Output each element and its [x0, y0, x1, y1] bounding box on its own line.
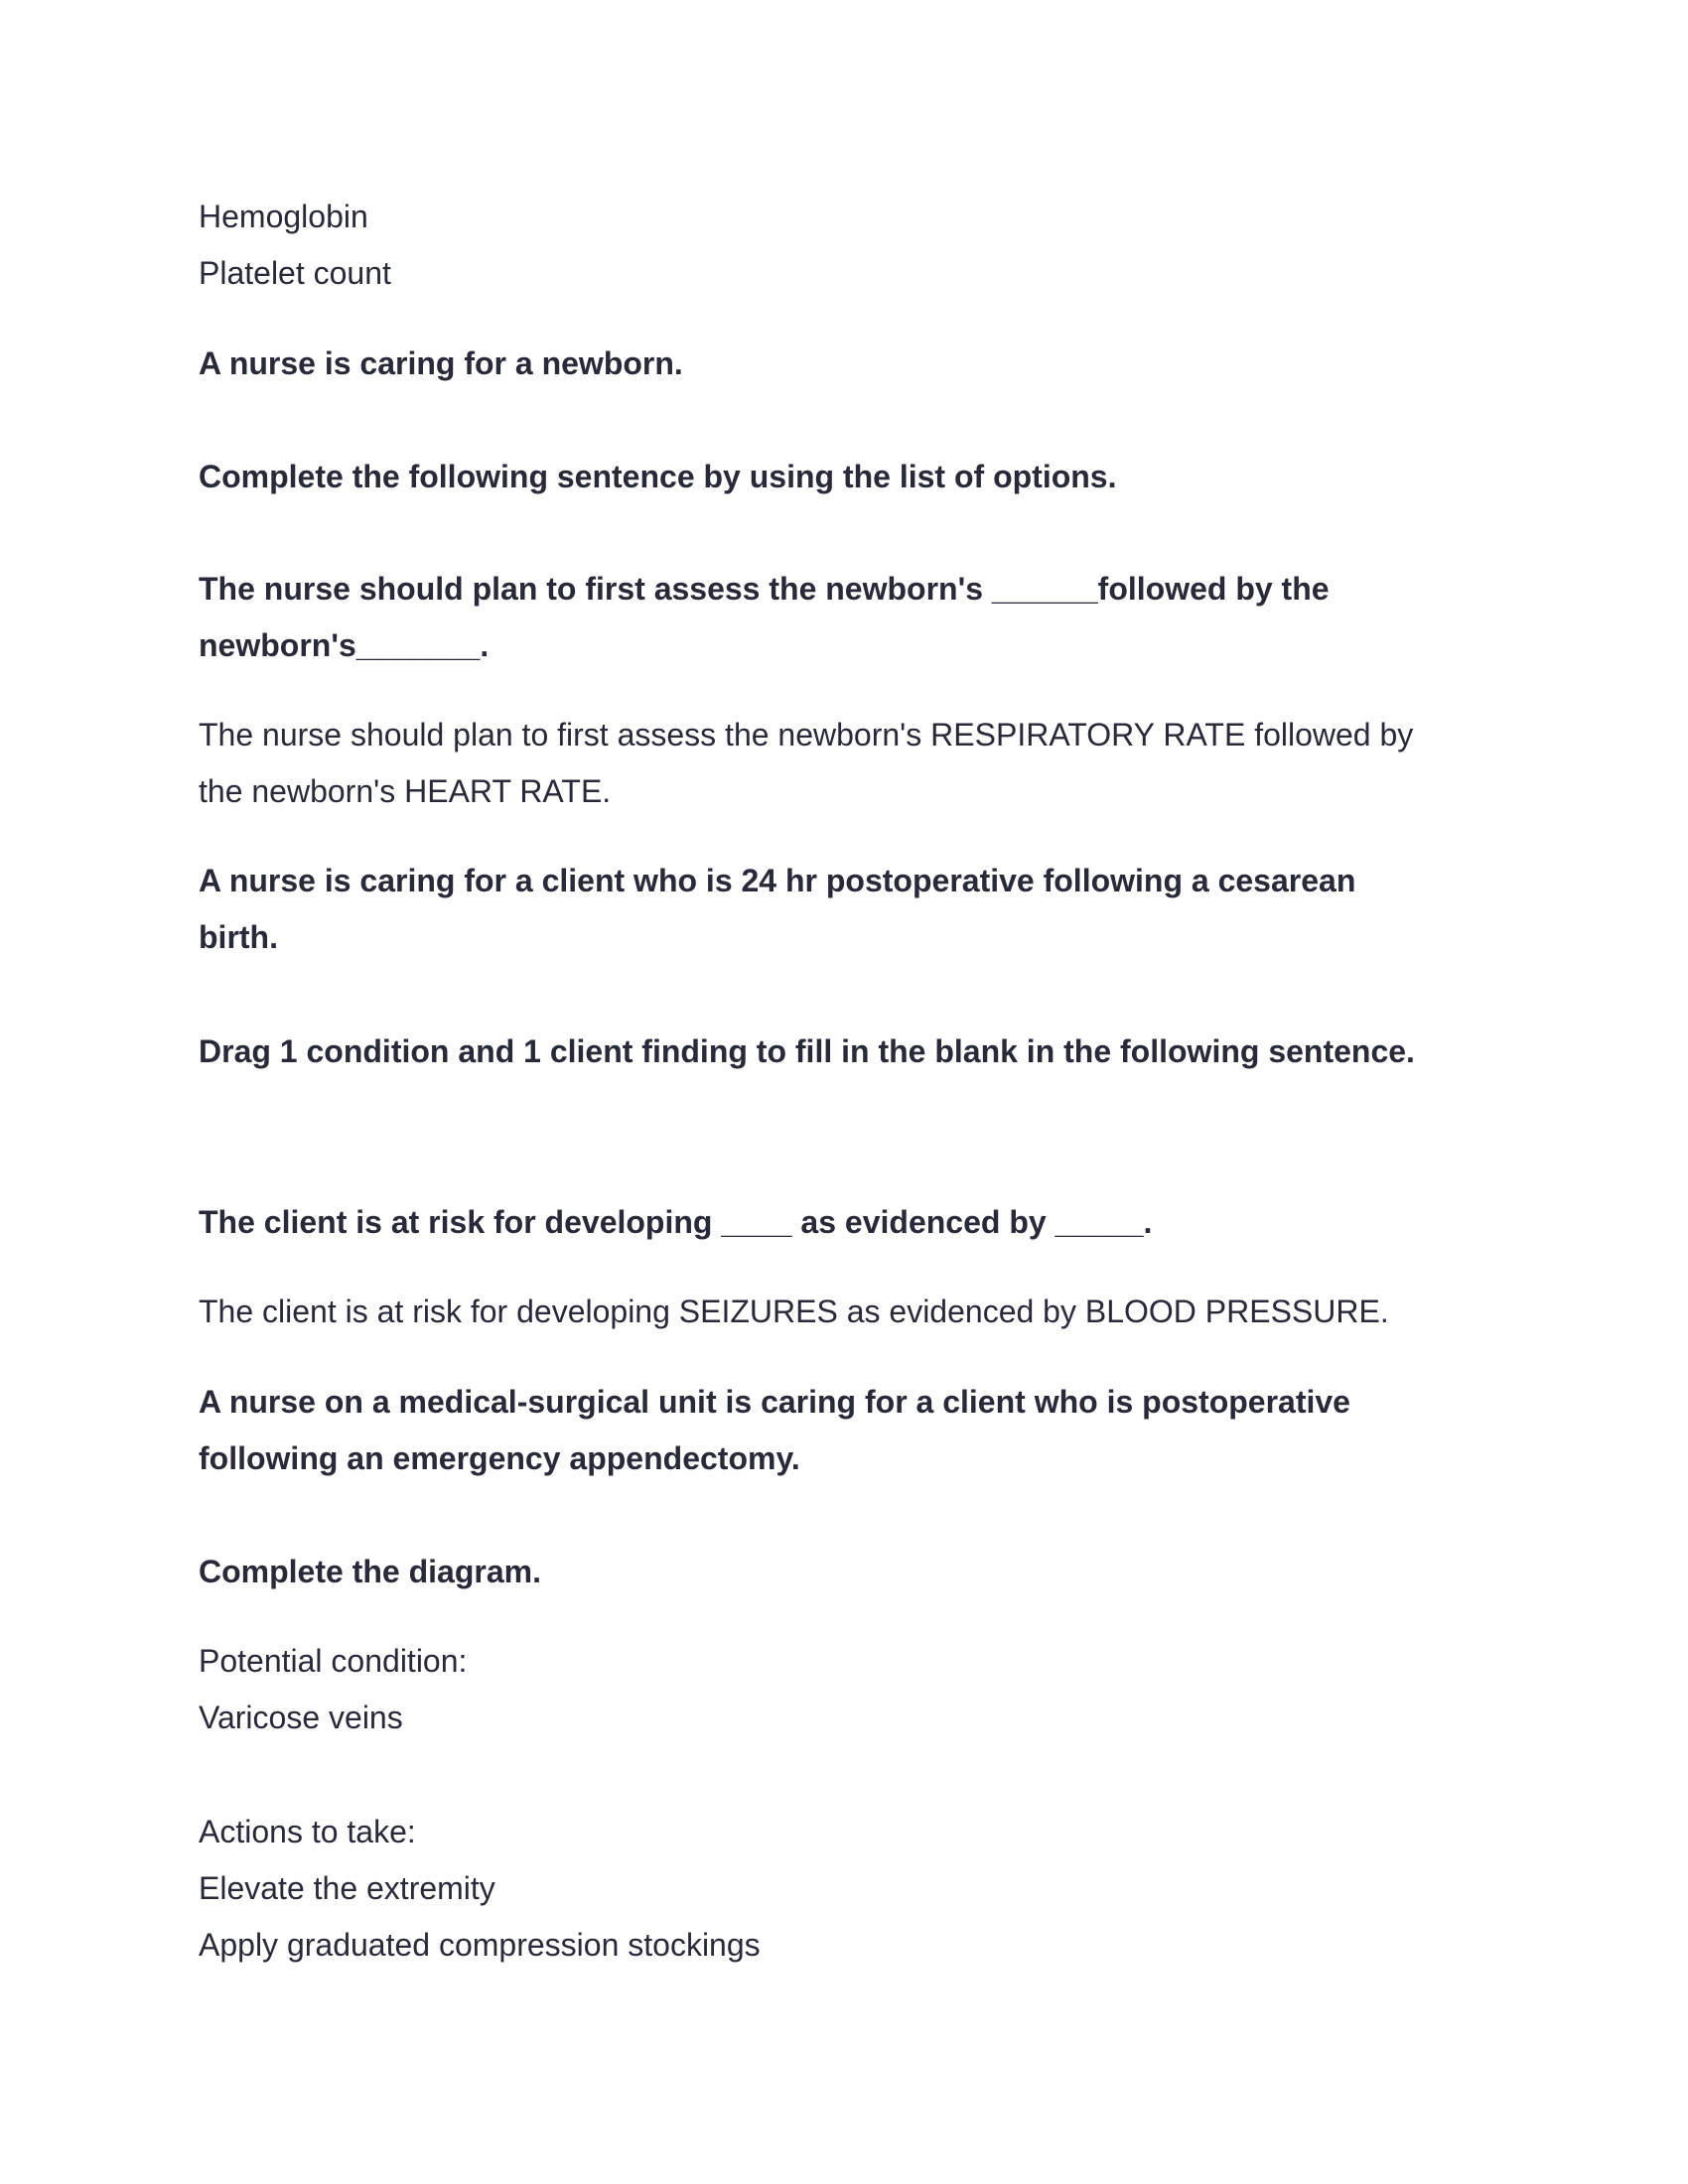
question-stem-cesarean-line-2: birth.: [199, 919, 278, 955]
question-stem-appendectomy-line-2: following an emergency appendectomy.: [199, 1440, 800, 1476]
diagram-label-potential-condition: Potential condition:: [199, 1643, 468, 1679]
lab-item-platelet-count: Platelet count: [199, 255, 391, 291]
diagram-action-item: Elevate the extremity: [199, 1870, 495, 1906]
diagram-action-item: Apply graduated compression stockings: [199, 1927, 761, 1963]
question-stem-cesarean-line-1: A nurse is caring for a client who is 24 hr postoperative following a cesarean: [199, 863, 1356, 898]
question-instruction: Complete the following sentence by using the list of options.: [199, 459, 1117, 494]
question-instruction: Complete the diagram.: [199, 1554, 541, 1589]
question-stem-appendectomy-line-1: A nurse on a medical-surgical unit is caring for a client who is postoperative: [199, 1384, 1350, 1420]
lab-item-hemoglobin: Hemoglobin: [199, 199, 368, 234]
question-prompt-line-1: The nurse should plan to first assess the newborn's ______followed by the: [199, 571, 1330, 607]
question-prompt-line-2: newborn's_______.: [199, 627, 490, 663]
question-stem-newborn: A nurse is caring for a newborn.: [199, 345, 683, 381]
answer-line-2: the newborn's HEART RATE.: [199, 773, 612, 809]
question-instruction: Drag 1 condition and 1 client finding to fill in the blank in the following sentence.: [199, 1033, 1415, 1069]
answer-line-1: The nurse should plan to first assess the newborn's RESPIRATORY RATE followed by: [199, 717, 1414, 752]
diagram-value-condition: Varicose veins: [199, 1700, 403, 1735]
diagram-label-actions: Actions to take:: [199, 1814, 416, 1849]
question-prompt: The client is at risk for developing ____ as evidenced by _____.: [199, 1204, 1153, 1240]
answer-line: The client is at risk for developing SEIZURES as evidenced by BLOOD PRESSURE.: [199, 1294, 1389, 1329]
